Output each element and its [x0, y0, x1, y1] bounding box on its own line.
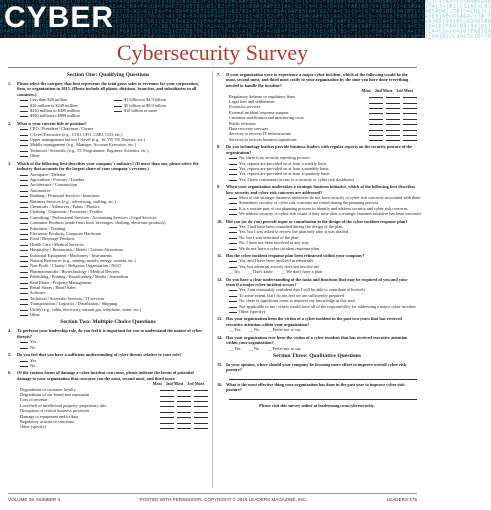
ranking-row-label: Data recovery services [229, 126, 269, 132]
ranking-cell[interactable] [403, 137, 417, 142]
option-label: No, but I was informed of the plan [239, 234, 299, 240]
answer-blank[interactable] [20, 301, 28, 305]
answer-blank[interactable] [20, 312, 28, 316]
ranking-cell[interactable] [177, 392, 191, 397]
answer-blank[interactable] [20, 339, 28, 343]
ranking-cell[interactable] [403, 94, 417, 99]
page-title: Cybersecurity Survey [116, 40, 309, 65]
option-label: Yes, but I was asked to review the plan only after it was drafted [239, 229, 349, 235]
ranking-cell[interactable] [194, 397, 208, 402]
ranking-row-label: External incident response support [229, 109, 289, 115]
ranking-row [229, 137, 417, 142]
answer-blank[interactable] [20, 290, 28, 294]
answer-blank[interactable] [229, 200, 237, 204]
answer-blank[interactable] [20, 97, 28, 101]
answer-blank[interactable] [229, 161, 237, 165]
option-label: Chemicals / Adhesives / Paints / Plastics [30, 203, 100, 209]
answer-blank[interactable] [20, 188, 28, 192]
option-label: We address security or cyber risk issues if they arise after a strategic business initiative has been executed [239, 211, 421, 217]
ranking-cell[interactable] [194, 424, 208, 429]
answer-blank[interactable] [20, 363, 28, 367]
answer-blank[interactable] [229, 229, 237, 233]
answer-blank[interactable] [20, 280, 28, 284]
answer-blank[interactable] [20, 193, 28, 197]
option-label: Other [30, 312, 40, 318]
ranking-cell[interactable] [369, 104, 383, 109]
answer-blank[interactable] [229, 177, 237, 181]
option-label: Upper management but not C-level (e.g., Sr. VP, VP, Director, etc.) [30, 137, 146, 143]
option-label: Automotive [30, 187, 51, 193]
answer-blank[interactable] [20, 269, 28, 273]
answer-blank[interactable] [20, 274, 28, 278]
answer-blank[interactable] [20, 209, 28, 213]
option-item[interactable]: __ No [248, 327, 260, 333]
answer-blank[interactable] [229, 240, 237, 244]
ranking-cell[interactable] [194, 403, 208, 408]
option-item[interactable] [20, 113, 114, 118]
ranking-cell[interactable] [403, 104, 417, 109]
answer-blank[interactable] [114, 103, 122, 107]
ranking-cell[interactable] [386, 94, 400, 99]
option-label: Yes, I had have been consulted during the design of the plan [239, 223, 343, 229]
ranking-cell[interactable] [369, 94, 383, 99]
section-one-heading: Section One: Qualifying Questions [66, 72, 150, 78]
answer-blank[interactable] [20, 108, 28, 112]
option-label: Retail Stores / Retail Sales [30, 285, 76, 291]
footer-page: LEADERS 175 [386, 497, 417, 502]
question-9: 9. When your organization undertakes a strategic business initiative, which of the following best describes how security and cyber risk concerns are addressed? [217, 184, 416, 195]
option-item[interactable] [229, 177, 417, 182]
ranking-cell[interactable] [403, 115, 417, 120]
option-label: $500 million to $999 million [30, 113, 80, 119]
option-item[interactable]: __ Prefer not to say [267, 327, 301, 333]
option-label: No [30, 362, 36, 368]
option-label: To some extent, but I do not feel we are sufficiently prepared [239, 292, 344, 298]
answer-blank[interactable] [20, 199, 28, 203]
option-label: Utility (e.g., cable, electricity, natural gas, telephone, water, etc.) [30, 306, 142, 312]
question-8: 8. Do you technology leaders provide business leaders with regular reports on the security posture of the organization? [217, 144, 413, 155]
question-3-options [8, 172, 208, 318]
ranking-row-label: Regulatory defense or regulatory fines [229, 93, 296, 99]
option-label: Transportation / Logistics / Distribution / Shipping [30, 301, 118, 307]
question-13: 13. Has your organization been the victim of a cyber incident in the past two years that has received executive attention within your organization? [217, 316, 402, 327]
answer-blank[interactable] [20, 236, 28, 240]
answer-blank[interactable] [114, 97, 122, 101]
option-label: Other (specify): [239, 309, 267, 315]
ranking-cell[interactable] [194, 392, 208, 397]
question-14-options [217, 346, 417, 351]
page-footer [8, 495, 417, 505]
ranking-cell[interactable] [386, 131, 400, 136]
ranking-cell[interactable] [386, 99, 400, 104]
banner-code-pattern: 0[D3<E3]C7/E8/D61{82{70<A2>A1]E4>F4<D8=F9=E72}93}81>B3/B2<F5/{5>E9#{A#F83[A4[92/C4=C3>{6=}6/FA0}B0{94]B5]A3=D5#D4/}7#[7={B1[C1}A5<C6<B4#E60E 6#]91<90[D3<E3]C7/E8/D61{82{70<A2>A1]E4>F4<D8=F9=E72}93}81>B3/B2<F5/{5>E9#{A#F83[A4[92/C4=C3>{6=}6/FA0}B0{94]B5]A3=D5#D4/}7#[7={B1[C1}A5<C6< C50F71F6#]91<90[D3<E3]C7/E8/D61{82{70<A2>A1]E4>F4<D8=F9=E72}93}81>B3/B2<F5/{5>E9#{A#F83[A4[92/C4=C3>{6=}6/FA0}B0{94]B5]A3=D5#D4/}7#[7={B1[C1 [B6>D7>C50F71F6#]91<90[D3<E3]C7/E8/D61{82{70<A2>A1]E4>F4<D8=F9=E72}93}81>B3/B2<F5/{5>E9#{A#F83[A4[92/C4=C3>{6=}6/FA0}B0{94]B5]A3=D5#D4/}7#[7 #}C2]D2[B6>D7>C50F71F6#]91<90[D3<E3]C7/E8/D61{82{70<A2>A1]E4>F4<D8=F9=E72}93}81>B3/B2<F5/{5>E9#{A#F83[A4[92/C4=C3>{6=}6/FA0}B0{94]B5]A3=D5#D 5=[80]8#}C2]D2[B6>D7>C50F71F6#]91<90[D3<E3]C7/E8/D61{82{70<A2>A1]E4>F4<D8=F9=E72}93}81>B3/B2<F5/{5>E9#{A#F83[A4[92/C4=C3>{6=}6/FA0}B0{94]B5] B4#E60E5=[80]8#}C2]D2[B6>D7>C50F71F6#]91<90[D3<E3]C7/E8/D61{82{70<A2>A1]E4>F4<D8=F9=E72}93}81>B3/B2<F5/{5>E9#{A#F83[A4[92/C4=C3>{6=}6/FA0}B0 }A5<C6<B4#E60E5=[80]8#}C2]D2[B6>D7>C50F71F6#]91<90[D3<E3]C7/E8/D61{82{70<A2>A1]E4>F4<D8=F9=E72}93}81>B3/B2<F5/{5>E9#{A#F83[A4[92/C4=C3>{6=}6 [0, 0, 491, 40]
ranking-row-label: Public relations [229, 120, 256, 126]
answer-blank[interactable] [20, 153, 28, 157]
answer-blank[interactable] [229, 293, 237, 297]
option-label: Technical / Scientific Services / IT services [30, 295, 105, 301]
ranking-column-label: 2nd Most [374, 88, 393, 94]
ranking-cell[interactable] [386, 104, 400, 109]
option-item[interactable] [20, 363, 208, 368]
question-5-options [8, 358, 208, 369]
ranking-row-label: Customer notification and monitoring costs [229, 115, 304, 121]
option-label: Less than $20 million [30, 97, 68, 103]
answer-blank[interactable] [229, 264, 237, 268]
option-label: Education / Training [30, 225, 66, 231]
ranking-row-label: Disruption of critical business processes [20, 408, 90, 414]
answer-blank[interactable] [20, 148, 28, 152]
option-label: Electronic Products, Computer Hardware [30, 230, 102, 236]
answer-blank[interactable] [20, 177, 28, 181]
ranking-cell[interactable] [177, 419, 191, 424]
question-1: 1. Please select the category that best represents the total gross sales or revenues for your corporation, firm, or organization in 2015. (Please include all plants, divisions, branches, and subsidiaries in all countries.) [8, 81, 199, 97]
option-label: CEO / President / Chairman / Owner [30, 126, 94, 132]
section-three-heading: Section Three: Qualitative Questions [273, 352, 361, 359]
ranking-row-label: Services to recover business operations [229, 136, 297, 142]
ranking-cell[interactable] [160, 397, 174, 402]
ranking-column-label: 2nd Most [165, 381, 184, 387]
answer-blank[interactable] [114, 108, 122, 112]
option-label: $20 million to $249 million [30, 102, 78, 108]
ranking-cell[interactable] [369, 99, 383, 104]
option-item[interactable] [20, 153, 208, 158]
ranking-cell[interactable] [194, 419, 208, 424]
question-4: 4. To perform your leadership role, do you feel it is important for you to understand the nature of cyber threats? [8, 328, 203, 339]
option-item[interactable] [20, 345, 208, 350]
answer-blank[interactable] [229, 298, 237, 302]
footer-divider [8, 493, 417, 494]
question-1-options [8, 97, 208, 119]
answer-blank[interactable] [20, 258, 28, 262]
option-label: No, there is no security reporting process [239, 155, 310, 161]
option-item[interactable]: __ Yes [229, 327, 241, 333]
ranking-cell[interactable] [369, 115, 383, 120]
option-item[interactable] [229, 211, 421, 217]
option-label: Hospitality / Restaurants / Hotels / Leisure Attractions [30, 247, 124, 253]
ranking-cell[interactable] [177, 403, 191, 408]
answer-blank[interactable] [20, 113, 28, 117]
ranking-cell[interactable] [194, 387, 208, 392]
banner-word: CYBER [4, 1, 115, 34]
ranking-cell[interactable] [369, 137, 383, 142]
option-label: Industrial Equipment / Machinery / Instruments [30, 252, 112, 258]
answer-blank[interactable] [20, 345, 28, 349]
ranking-cell[interactable] [160, 424, 174, 429]
ranking-cell[interactable] [369, 126, 383, 131]
option-item[interactable]: __ Don't know [247, 269, 273, 275]
ranking-cell[interactable] [369, 110, 383, 115]
answer-blank[interactable] [229, 304, 237, 308]
option-item[interactable] [114, 108, 208, 113]
answer-blank[interactable] [20, 358, 28, 362]
ranking-cell[interactable] [177, 424, 191, 429]
option-label: Other [30, 153, 40, 159]
question-11-options [217, 258, 417, 274]
ranking-row [20, 424, 208, 429]
option-label: Yes [30, 357, 37, 363]
ranking-cell[interactable] [177, 397, 191, 402]
question-12: 12. Do you have a clear understanding of the tasks and functions that may be required of you and your team if a major cyber incident occurs? [217, 276, 408, 288]
answer-blank[interactable] [20, 307, 28, 311]
answer-blank[interactable] [229, 246, 237, 250]
ranking-cell[interactable] [386, 137, 400, 142]
question-7: 7. If your organization were to experience a major cyber incident, which of the following would be the most, second most, and third most costly to your organization by the time you have done everything needed to handle the incident? [217, 72, 409, 88]
option-label: No [30, 344, 36, 350]
question-8-options [217, 155, 417, 182]
answer-blank[interactable] [229, 287, 237, 291]
option-item[interactable]: __ No [248, 345, 260, 351]
option-item[interactable]: __ We don't have a plan [281, 269, 323, 275]
answer-line[interactable] [229, 394, 417, 400]
question-2: 2. What is your current title or position? [8, 120, 87, 126]
ranking-cell[interactable] [194, 414, 208, 419]
ranking-cell[interactable] [403, 110, 417, 115]
question-10: 10. Did you (or do you) provide input or consultation in the design of the cyber incident response plan? [217, 218, 408, 224]
option-label: Non-Profit / Charity / Religious Organization / NGO [30, 263, 121, 269]
option-item[interactable] [229, 246, 417, 251]
ranking-cell[interactable] [403, 126, 417, 131]
answer-blank[interactable] [20, 215, 28, 219]
answer-blank[interactable] [229, 206, 237, 210]
ranking-cell[interactable] [386, 110, 400, 115]
section-two-heading: Section Two: Multiple Choice Questions [60, 319, 156, 326]
question-3: 3. Which of the following best describes your company's industry? (If more than one, please select the industry that accounts for the largest share of your company's revenue.) [8, 160, 199, 172]
question-10-options [217, 224, 417, 251]
answer-blank[interactable] [20, 263, 28, 267]
answer-blank[interactable] [20, 172, 28, 176]
answer-blank[interactable] [20, 142, 28, 146]
answer-blank[interactable] [20, 132, 28, 136]
answer-blank[interactable] [20, 253, 28, 257]
question-14: 14. Has your organization ever been the victim of a cyber incident that has received executive attention within your organization? [217, 334, 408, 346]
option-label: Natural Resources (e.g., mining, metals, energy, cement, etc.) [30, 258, 136, 263]
answer-blank[interactable] [20, 182, 28, 186]
online-survey-note: Please visit this survey online at leadersmag.com/cybersecurity. [259, 402, 375, 408]
ranking-row-label: Forensics services [229, 104, 261, 110]
question-4-options [8, 339, 208, 350]
option-label: Sometimes security or cyber risk concerns are raised during the planning process [239, 200, 379, 206]
option-label: C-level Executive (e.g., COO, CFO, CMO, CIO, etc.) [30, 131, 123, 137]
option-label: $250 million to $499 million [30, 108, 80, 114]
option-label: Software [30, 290, 46, 296]
question-5: 5. Do you feel that you have a sufficient understanding of cyber threats relative to your role? [8, 352, 182, 358]
option-label: Aerospace / Defense [30, 171, 66, 177]
option-label: Agriculture / Forestry / Lumber [30, 176, 85, 182]
question-15: 15. In your opinion, where should your company be focusing more effort to improve overall cyber risk posture? [217, 361, 407, 373]
option-label: Yes, but rehearsal activity does not involve me [239, 263, 320, 269]
answer-blank[interactable] [20, 204, 28, 208]
option-label: It is a routine part of our planning process to identify and address security and cyber risk concerns [239, 205, 408, 211]
option-label: Yes, I have continuous access to a security or cyber risk dashboard [239, 176, 354, 182]
answer-blank[interactable] [20, 226, 28, 230]
question-12-options [217, 287, 417, 314]
answer-blank[interactable] [229, 155, 237, 159]
option-label: Yes, reports are provided on at least a monthly basis [239, 165, 329, 171]
option-label: Food / Beverage Products [30, 236, 75, 242]
answer-blank[interactable] [20, 103, 28, 107]
option-item[interactable]: __ Yes [229, 345, 241, 351]
cyber-banner [0, 0, 491, 40]
answer-blank[interactable] [229, 195, 237, 199]
question-6: 6. Of the various forms of damage a cyber incident can cause, please indicate the forms of potential damage to your organization that concerns you the most, second most, and third most: [8, 370, 194, 381]
option-item[interactable] [229, 309, 417, 314]
option-label: Yes [30, 339, 37, 345]
option-label: We do not have a cyber incident response plan [239, 245, 319, 251]
answer-blank[interactable] [229, 258, 237, 262]
ranking-cell[interactable] [386, 115, 400, 120]
answer-blank[interactable] [229, 235, 237, 239]
ranking-row-label: Loss/theft of intellectual property, proprietary info [20, 402, 107, 408]
option-label: Health Care / Medical Services [30, 241, 84, 247]
ranking-column-label: 3rd Most [187, 381, 204, 387]
footer-volume: VOLUME 39, NUMBER 4 [8, 497, 61, 502]
option-label: Real Estate / Property Management [30, 279, 92, 285]
option-label: $10 billion or more [124, 108, 158, 114]
ranking-cell[interactable] [403, 99, 417, 104]
answer-blank[interactable] [229, 166, 237, 170]
ranking-cell[interactable] [369, 131, 383, 136]
question-16: 16. What is the most effective thing your organization has done in the past year to improve cyber risk posture? [217, 381, 405, 393]
option-label: Banking / Financial Services / Insurance [30, 193, 100, 199]
question-9-options [217, 194, 421, 217]
option-label: Consumer Products (aside from food, beverages, clothing, electronic products) [30, 220, 166, 226]
column-divider [212, 70, 213, 488]
ranking-column-label: Most [361, 88, 371, 94]
option-label: Yes, I am reasonably confident that I will be able to contribute effectively [239, 287, 366, 293]
ranking-row-label: Regulatory actions or sanctions [20, 418, 75, 424]
ranking-row-label: Loss of revenue [20, 397, 48, 403]
option-label: Yes, reports are provided on at least a weekly basis [239, 160, 327, 166]
ranking-column-label: Most [152, 381, 162, 387]
option-label: Middle management (e.g., Manager, Account Executive, etc.) [30, 142, 136, 148]
ranking-cell[interactable] [177, 387, 191, 392]
option-label: Yes, reports are provided on at least a quarterly basis [239, 171, 330, 177]
answer-blank[interactable] [20, 296, 28, 300]
answer-blank[interactable] [229, 309, 237, 313]
ranking-row-label: Damage to equipment and/or data [20, 413, 79, 419]
ranking-row-label: Degradation of customer loyalty [20, 386, 76, 392]
ranking-row-label: Degradation of our brand and reputation [20, 391, 90, 397]
option-label: $1 billion to $4.9 billion [124, 97, 166, 103]
ranking-row-label: Legal fees and settlements [229, 99, 275, 105]
option-label: Clothing / Outerwear / Footwear / Textiles [30, 209, 103, 215]
answer-blank[interactable] [20, 247, 28, 251]
question-2-options [8, 126, 208, 158]
ranking-cell[interactable] [369, 121, 383, 126]
option-item[interactable]: __ Prefer not to say [267, 345, 301, 351]
ranking-column-label: 3rd Most [396, 88, 413, 94]
option-label: Most of our strategic business initiatives do not have security or cyber risk concerns associated with them [239, 194, 421, 200]
ranking-cell[interactable] [160, 403, 174, 408]
footer-copyright: POSTED WITH PERMISSION. COPYRIGHT © 2016 LEADERS MAGAZINE, INC. [139, 497, 308, 502]
ranking-cell[interactable] [403, 121, 417, 126]
left-column [8, 70, 208, 490]
ranking-cell[interactable] [386, 126, 400, 131]
ranking-cell[interactable] [177, 408, 191, 413]
option-label: Business Services (e.g., advertising, staffing, etc.) [30, 198, 116, 204]
ranking-cell[interactable] [160, 392, 174, 397]
answer-blank[interactable] [229, 171, 237, 175]
answer-blank[interactable] [229, 224, 237, 228]
ranking-cell[interactable] [386, 121, 400, 126]
ranking-row-label: Services to recover IT infrastructure [229, 131, 292, 137]
option-label: Consulting / Professional Services / Accounting Services / Legal Services [30, 214, 157, 220]
option-item[interactable] [20, 312, 208, 317]
question-13-options [217, 327, 417, 332]
option-label: Architecture / Construction [30, 182, 78, 188]
option-label: $5 billion to $9.9 billion [124, 102, 166, 108]
answer-blank[interactable] [20, 220, 28, 224]
option-item[interactable]: __ No [229, 269, 240, 275]
ranking-cell[interactable] [160, 387, 174, 392]
option-label: No, these is significant room to improve my knowledge in this area [239, 298, 355, 304]
answer-blank[interactable] [229, 211, 237, 215]
ranking-cell[interactable] [160, 419, 174, 424]
answer-blank[interactable] [20, 242, 28, 246]
option-label: Yes, and I have been involved in rehearsals [239, 258, 314, 264]
ranking-row-label: Other (specify) [20, 424, 47, 430]
answer-blank[interactable] [20, 285, 28, 289]
answer-blank[interactable] [20, 126, 28, 130]
question-15-answer-lines [217, 374, 417, 380]
option-label: No, I have not been involved in any way [239, 240, 309, 246]
right-column [217, 70, 421, 490]
option-label: Publishing / Printing / Broadcasting / Media / Journalism [30, 274, 129, 280]
question-16-answer-lines [217, 394, 417, 400]
ranking-cell[interactable] [160, 408, 174, 413]
answer-line[interactable] [229, 374, 417, 380]
answer-blank[interactable] [20, 231, 28, 235]
question-6-ranking [8, 381, 208, 430]
ranking-cell[interactable] [177, 414, 191, 419]
answer-blank[interactable] [20, 137, 28, 141]
ranking-cell[interactable] [160, 414, 174, 419]
option-label: Pharmaceuticals / Biotechnology / Medical Devices [30, 268, 120, 274]
question-11: 11. Has the cyber incident response plan been rehearsed within your company? [217, 253, 365, 258]
ranking-cell[interactable] [403, 131, 417, 136]
question-7-ranking [217, 88, 417, 142]
option-label: Not applicable to me / others would have all of the responsibility for addressing a major cyber incident [239, 303, 416, 309]
title-divider [8, 67, 417, 68]
ranking-cell[interactable] [194, 408, 208, 413]
option-label: Technical / Scientific (e.g., IT, Programmer, Engineer, Scientist, etc.) [30, 147, 149, 153]
